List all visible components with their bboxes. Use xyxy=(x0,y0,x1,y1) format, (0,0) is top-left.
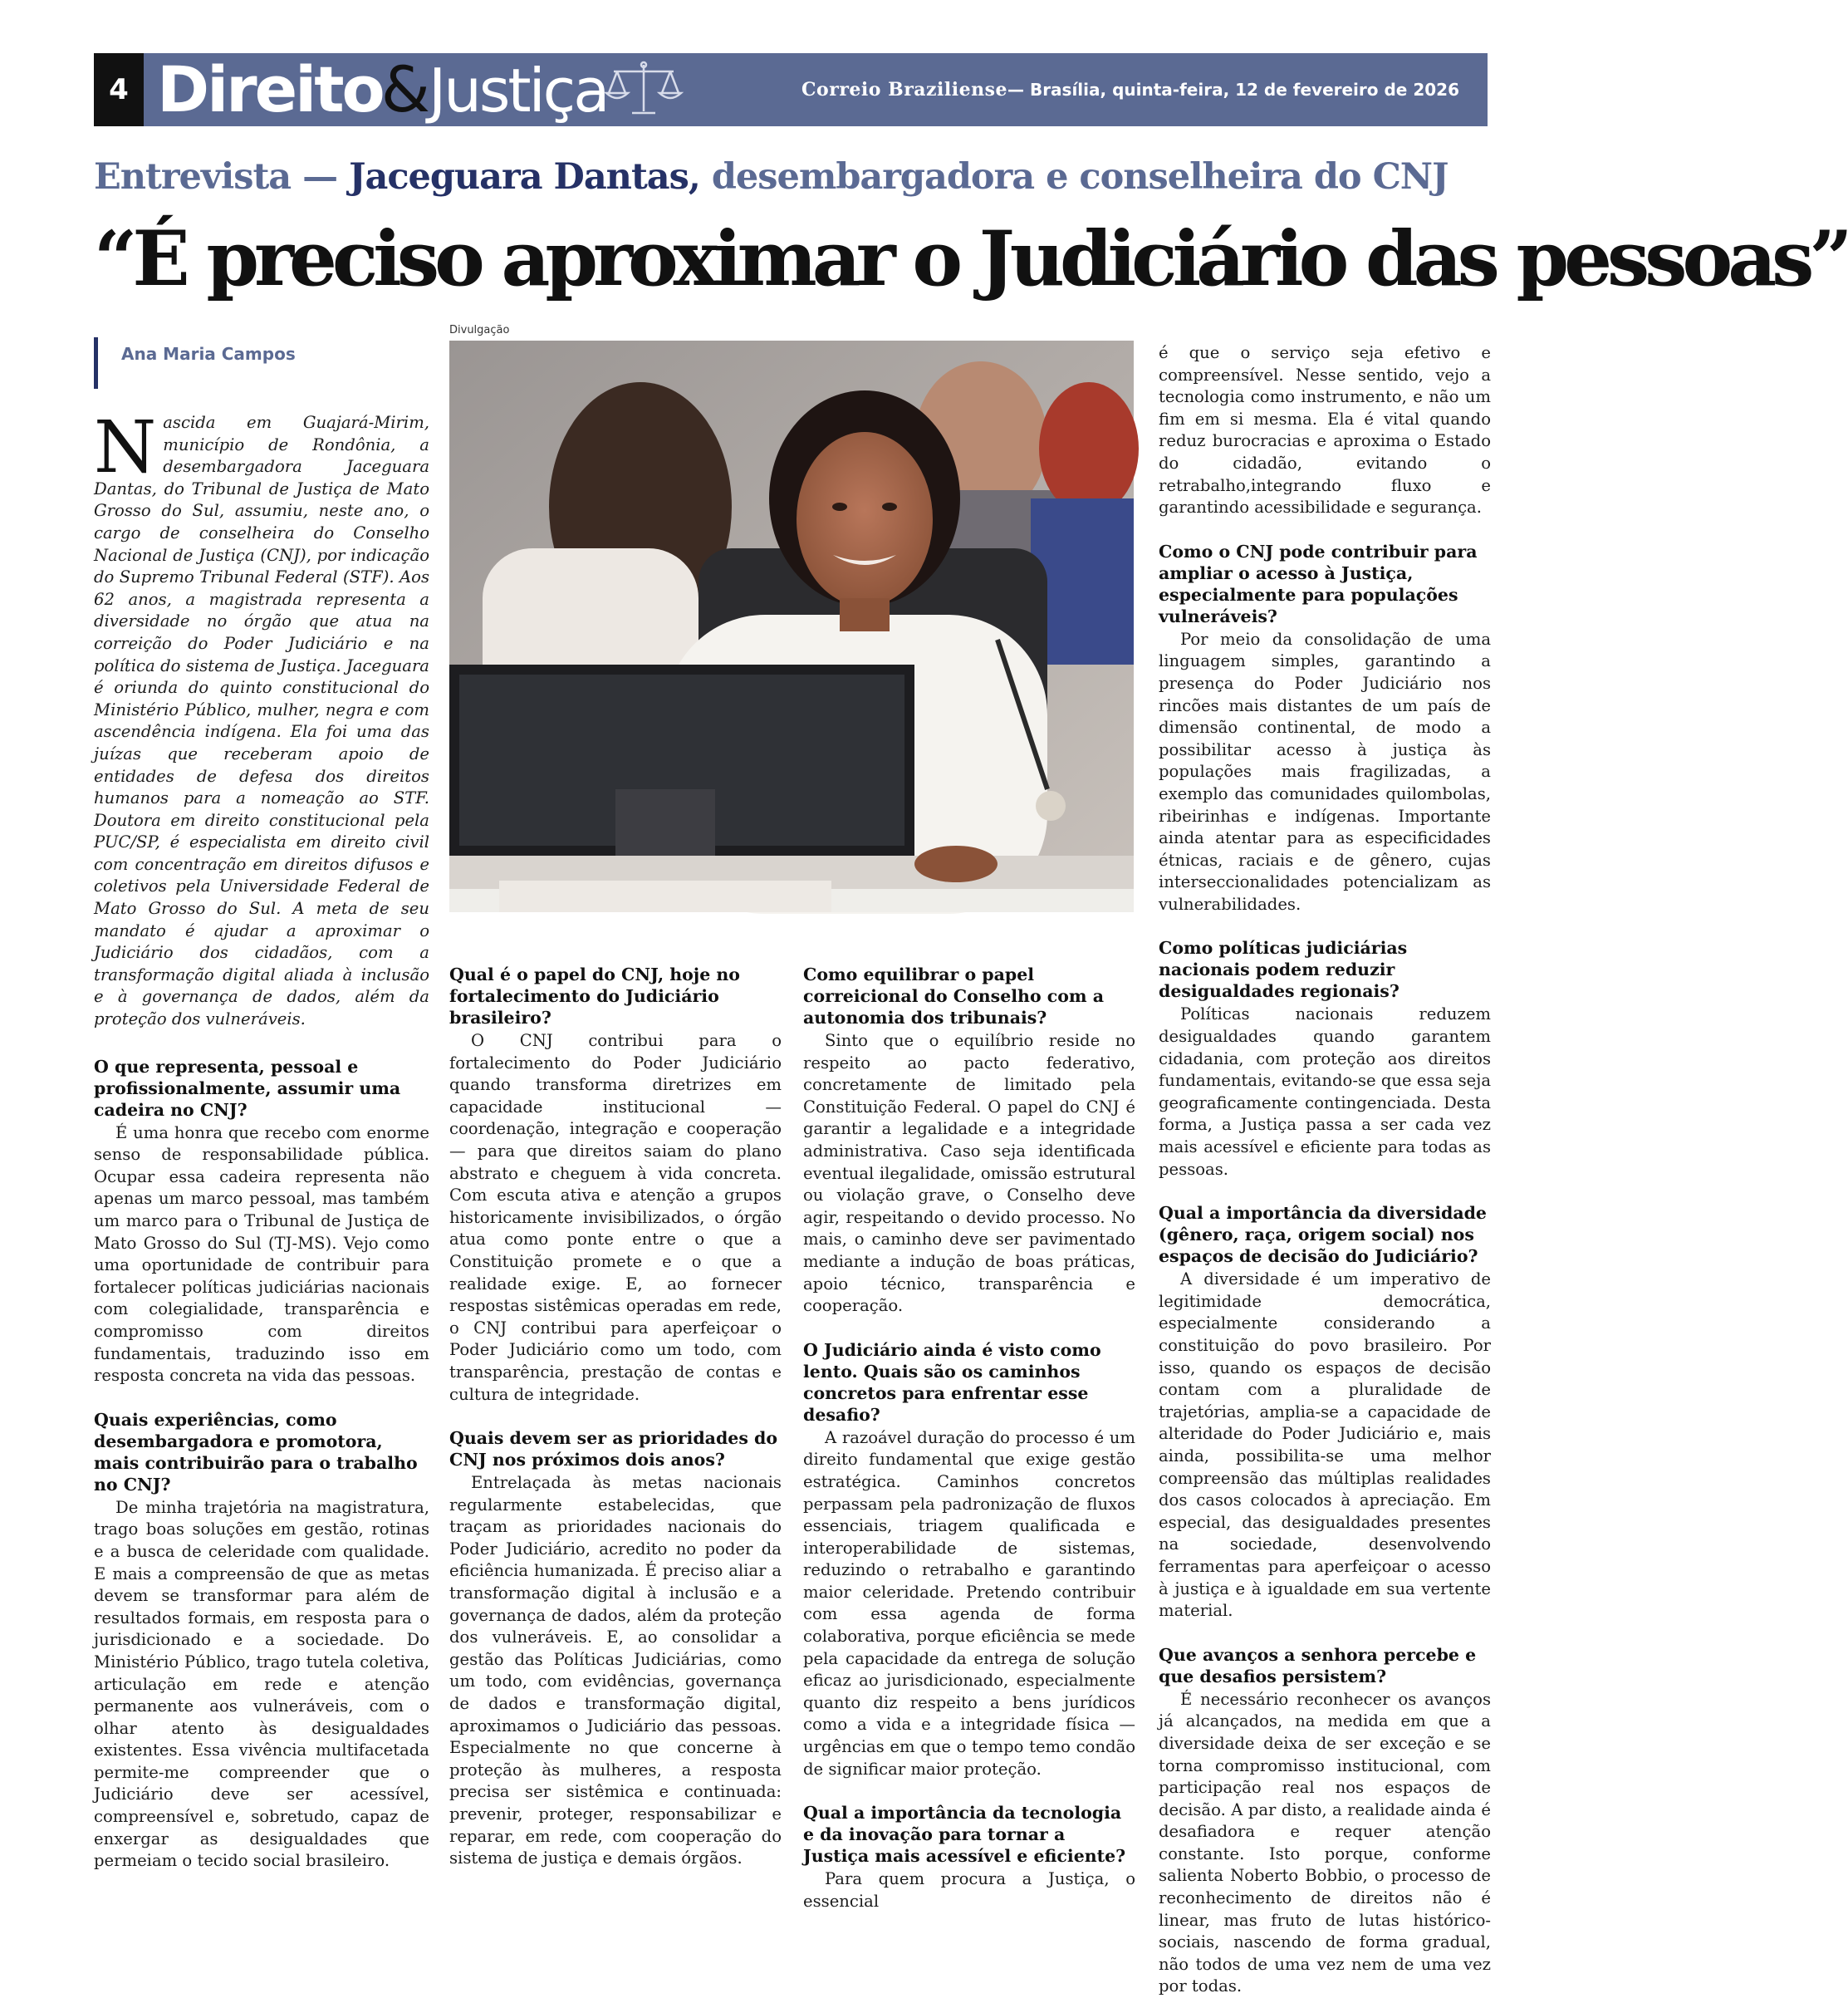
headline: “É preciso aproximar o Judiciário das pessoas” xyxy=(94,215,1848,303)
intro-text: ascida em Guajará-Mirim, município de Rondônia, a desembargadora Jaceguara Dantas, do Tribunal de Justiça de Mato Grosso do Sul, assumiu, neste ano, o cargo de conselheira do Conselho Nacional de Justiça (CNJ), por indicação do Supremo Tribunal Federal (STF). Aos 62 anos, a magistrada representa a diversidade no órgão que atua na correição do Poder Judiciário e na política do sistema de Justiça. Jaceguara é oriunda do quinto constitucional do Ministério Público, mulher, negra e com ascendência indígena. Ela foi uma das juízas que receberam apoio de entidades de defesa dos direitos humanos para a nomeação ao STF. Doutora em direito constitucional pela PUC/SP, é especialista em direito civil com concentração em direitos difusos e coletivos pela Universidade Federal de Mato Grosso do Sul. A meta de seu mandato é ajudar a aproximar o Judiciário dos cidadãos, com a transformação digital aliada à inclusão e à governança de dados, além da proteção dos vulneráveis. xyxy=(94,413,429,1029)
section-title-ampersand: & xyxy=(380,52,431,126)
article-column-1 xyxy=(94,406,429,1873)
question-11: Que avanços a senhora percebe e que desafios persistem? xyxy=(1159,1644,1477,1686)
section-title-justica: Justiça xyxy=(429,56,608,125)
kicker-name: Jaceguara Dantas, xyxy=(349,156,700,198)
interview-kicker xyxy=(94,156,1489,198)
answer-5: Sinto que o equilíbrio reside no respeito ao pacto federativo, concretamente de limitado pela Constituição Federal. O papel do CNJ é garantir a legalidade e a integridade administrativa. Caso seja identificada eventual ilegalidade, omissão estrutural ou violação grave, o Conselho deve agir, respeitando o devido processo. No mais, o caminho deve ser pavimentado mediante a indução de boas práticas, apoio técnico, transparência e cooperação. xyxy=(803,1031,1135,1316)
intro-paragraph xyxy=(94,406,429,1031)
interview-photo xyxy=(449,341,1134,912)
answer-8: Por meio da consolidação de uma linguagem simples, garantindo a presença do Poder Judiciário nos rincões mais distantes de um país de dimensão continental, de modo a possibilitar acesso à justiça às populações mais fragilizadas, a exemplo das comunidades quilombolas, ribeirinhas e indígenas. Importante ainda atentar para as especificidades étnicas, raciais e de gênero, cujas interseccionalidades potencializam as vulnerabilidades. xyxy=(1159,629,1491,914)
section-header xyxy=(94,53,1488,126)
dateline xyxy=(801,53,1459,126)
answer-7-continued: é que o serviço seja efetivo e compreensível. Nesse sentido, vejo a tecnologia como instrumento, e não um fim em si mesma. Ela é vital quando reduz burocracias e aproxima o Estado do cidadão, evitando o retrabalho,integrando fluxo e garantindo acessibilidade e segurança. xyxy=(1159,343,1491,518)
article-column-2 xyxy=(449,964,782,1870)
answer-9: Políticas nacionais reduzem desigualdades quando garantem cidadania, com proteção aos direitos fundamentais, evitando-se que essa seja geograficamente contingenciada. Desta forma, a Justiça passa a ser cada vez mais acessível e eficiente para todas as pessoas. xyxy=(1159,1004,1491,1179)
article-column-4 xyxy=(1159,342,1491,1998)
article-column-3 xyxy=(803,964,1135,1912)
question-9: Como políticas judiciárias nacionais podem reduzir desigualdades regionais? xyxy=(1159,938,1408,1002)
publication-name: Correio Braziliense xyxy=(801,79,1007,101)
question-5: Como equilibrar o papel correicional do Conselho com a autonomia dos tribunais? xyxy=(803,965,1105,1028)
answer-6: A razoável duração do processo é um direito fundamental que exige gestão estratégica. Caminhos concretos perpassam pela padronização de fluxos essenciais, triagem qualificada e interoperabilidade de sistemas, reduzindo o retrabalho e garantindo maior celeridade. Pretendo contribuir com essa agenda de forma colaborativa, porque eficiência se mede pela capacidade da entrega de solução eficaz ao jurisdicionado, especialmente quanto diz respeito a bens jurídicos como a vida e a integridade física — urgências em que o tempo temo condão de significar maior proteção. xyxy=(803,1427,1135,1779)
question-10: Qual a importância da diversidade (gênero, raça, origem social) nos espaços de decisão do Judiciário? xyxy=(1159,1203,1487,1267)
question-8: Como o CNJ pode contribuir para ampliar o acesso à Justiça, especialmente para populações vulneráveis? xyxy=(1159,541,1478,626)
answer-10: A diversidade é um imperativo de legitimidade democrática, especialmente considerando a constituição do povo brasileiro. Por isso, quando os espaços de decisão contam com a pluralidade de trajetórias, amplia-se a capacidade de alteridade do Poder Judiciário e, mais ainda, possibilita-se uma melhor compreensão das múltiplas realidades dos casos colocados à apreciação. Em especial, das desigualdades presentes na sociedade, desenvolvendo ferramentas para aperfeiçoar o acesso à justiça e à igualdade em sua vertente material. xyxy=(1159,1269,1491,1621)
answer-3: O CNJ contribui para o fortalecimento do Poder Judiciário quando transforma diretrizes em capacidade institucional — coordenação, integração e cooperação — para que direitos saiam do plano abstrato e cheguem à vida concreta. Com escuta ativa e atenção a grupos historicamente invisibilizados, o órgão atua como ponte entre o que a Constituição promete e o que a realidade exige. E, ao fornecer respostas sistêmicas operadas em rede, o CNJ contribui para aperfeiçoar o Poder Judiciário como um todo, com transparência, prestação de contas e cultura de integridade. xyxy=(449,1031,782,1404)
kicker-role: desembargadora e conselheira do CNJ xyxy=(699,156,1448,198)
answer-2: De minha trajetória na magistratura, trago boas soluções em gestão, rotinas e a busca de celeridade com qualidade. E mais a compreensão de que as metas devem se transformar para além de resultados formais, em resposta para o jurisdicionado e a sociedade. Do Ministério Público, trago tutela coletiva, articulação em rede e atenção permanente aos vulneráveis, com o olhar atento às desigualdades existentes. Essa vivência multifacetada permite-me compreender que o Judiciário deve ser acessível, compreensível e, sobretudo, capaz de enxergar as desigualdades que permeiam o tecido social brasileiro. xyxy=(94,1497,429,1871)
section-title xyxy=(157,52,608,126)
photo-credit: Divulgação xyxy=(449,324,510,336)
byline: Ana Maria Campos xyxy=(94,337,296,389)
page-number: 4 xyxy=(94,53,144,126)
question-2: Quais experiências, como desembargadora e promotora, mais contribuirão para o trabalho no CNJ? xyxy=(94,1409,418,1495)
answer-11: É necessário reconhecer os avanços já alcançados, na medida em que a diversidade deixa de ser exceção e se torna compromisso institucional, com participação real nos espaços de decisão. A par disto, a realidade ainda é desafiadora e requer atenção constante. Isto porque, conforme salienta Noberto Bobbio, o processo de reconhecimento de direitos não é linear, mas fruto de lutas histórico-sociais, nascendo de forma gradual, não todos de uma vez nem de uma vez por todas. xyxy=(1159,1689,1491,1996)
answer-4: Entrelaçada às metas nacionais regularmente estabelecidas, que traçam as prioridades nacionais do Poder Judiciário, acredito no poder da eficiência humanizada. É preciso aliar a transformação digital à inclusão e a governança de dados, além da proteção dos vulneráveis. E, ao consolidar a gestão das Políticas Judiciárias, como um todo, com evidências, governança de dados e transformação digital, aproximamos o Judiciário das pessoas. Especialmente no que concerne à proteção às mulheres, a resposta precisa ser sistêmica e continuada: prevenir, proteger, responsabilizar e reparar, em rede, com cooperação do sistema de justiça e demais órgãos. xyxy=(449,1473,782,1868)
kicker-label: Entrevista — xyxy=(94,156,350,198)
question-6: O Judiciário ainda é visto como lento. Quais são os caminhos concretos para enfrentar esse desafio? xyxy=(803,1339,1101,1425)
question-7: Qual a importância da tecnologia e da inovação para tornar a Justiça mais acessível e eficiente? xyxy=(803,1803,1126,1867)
section-title-direito: Direito xyxy=(157,52,383,126)
question-1: O que representa, pessoal e profissionalmente, assumir uma cadeira no CNJ? xyxy=(94,1056,401,1120)
balance-scale-icon xyxy=(602,60,685,120)
question-4: Quais devem ser as prioridades do CNJ nos próximos dois anos? xyxy=(449,1428,778,1470)
question-3: Qual é o papel do CNJ, hoje no fortalecimento do Judiciário brasileiro? xyxy=(449,965,740,1028)
drop-cap: N xyxy=(94,406,157,489)
answer-7-start: Para quem procura a Justiça, o essencial xyxy=(803,1869,1135,1911)
dateline-text: — Brasília, quinta-feira, 12 de fevereiro de 2026 xyxy=(1007,80,1459,100)
answer-1: É uma honra que recebo com enorme senso de responsabilidade pública. Ocupar essa cadeira representa não apenas um marco pessoal, mas também um marco para o Tribunal de Justiça de Mato Grosso do Sul (TJ-MS). Vejo como uma oportunidade de contribuir para fortalecer políticas judiciárias nacionais com colegialidade, transparência e compromisso com direitos fundamentais, traduzindo isso em resposta concreta na vida das pessoas. xyxy=(94,1122,429,1386)
